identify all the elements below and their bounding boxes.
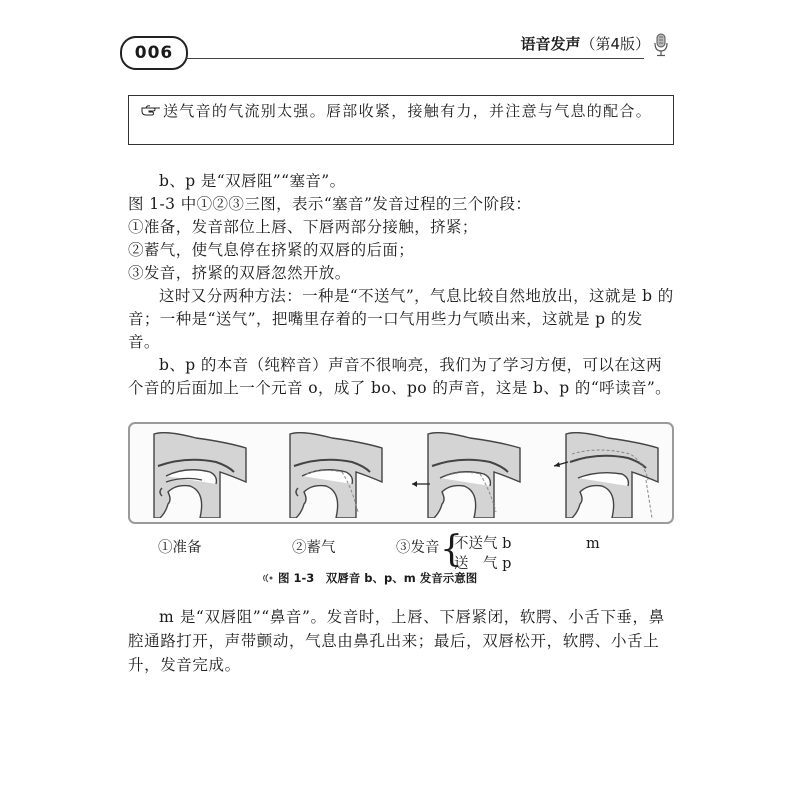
figure-captions xyxy=(128,529,674,572)
paragraph: ③发音，挤紧的双唇忽然开放。 xyxy=(128,264,351,282)
articulation-figure xyxy=(128,422,674,524)
caption-release-group xyxy=(396,529,526,572)
paragraph: b、p 的本音（纯粹音）声音不很响亮，我们为了学习方便，可以在这两个音的后面加上一个元音 o，成了 bo、po 的声音，这是 b、p 的“呼读音”。 xyxy=(128,356,672,397)
sound-wave-icon xyxy=(262,573,274,583)
nasal-m-illustration xyxy=(548,432,666,518)
figure-title xyxy=(262,570,477,586)
page-number: 006 xyxy=(120,36,188,70)
paragraph: 这时又分两种方法：一种是“不送气”，气息比较自然地放出，这就是 b 的音；一种是“送气”，把嘴里存着的一口气用些力气喷出来，这就是 p 的发音。 xyxy=(128,287,674,351)
paragraph: b、p 是“双唇阻”“塞音”。 xyxy=(159,172,346,190)
running-title xyxy=(520,33,650,54)
tip-box xyxy=(128,95,674,145)
prepare-illustration xyxy=(136,432,254,518)
caption-prepare: ①准备 xyxy=(158,540,202,556)
caption-aspirated: 送 气 p xyxy=(454,556,512,572)
caption-m: m xyxy=(586,536,600,552)
store-breath-illustration xyxy=(272,432,390,518)
microphone-icon xyxy=(653,33,669,57)
tip-text: 送气音的气流别太强。唇部收紧，接触有力，并注意与气息的配合。 xyxy=(163,102,653,120)
header-rule xyxy=(186,58,644,59)
edition-label: （第4版） xyxy=(580,35,650,53)
caption-unaspirated: 不送气 b xyxy=(454,536,512,552)
page-header xyxy=(0,0,800,80)
figure-title-text: 图 1-3 双唇音 b、p、m 发音示意图 xyxy=(278,571,478,585)
release-illustration xyxy=(410,432,528,518)
body-text-section-1 xyxy=(128,170,674,400)
pointing-hand-icon xyxy=(141,103,161,117)
book-title: 语音发声 xyxy=(520,35,581,53)
caption-store: ②蓄气 xyxy=(292,540,336,556)
paragraph: ②蓄气，使气息停在挤紧的双唇的后面； xyxy=(128,241,415,259)
paragraph: m 是“双唇阻”“鼻音”。发音时，上唇、下唇紧闭，软腭、小舌下垂，鼻腔通路打开，声带颤动，气息由鼻孔出来；最后，双唇松开，软腭、小舌上升，发音完成。 xyxy=(128,608,665,674)
paragraph: 图 1-3 中①②③三图，表示“塞音”发音过程的三个阶段： xyxy=(128,195,532,213)
brace: { xyxy=(440,529,463,570)
caption-release: ③发音 xyxy=(396,540,440,556)
paragraph: ①准备，发音部位上唇、下唇两部分接触，挤紧； xyxy=(128,218,478,236)
body-text-section-2 xyxy=(128,605,674,677)
